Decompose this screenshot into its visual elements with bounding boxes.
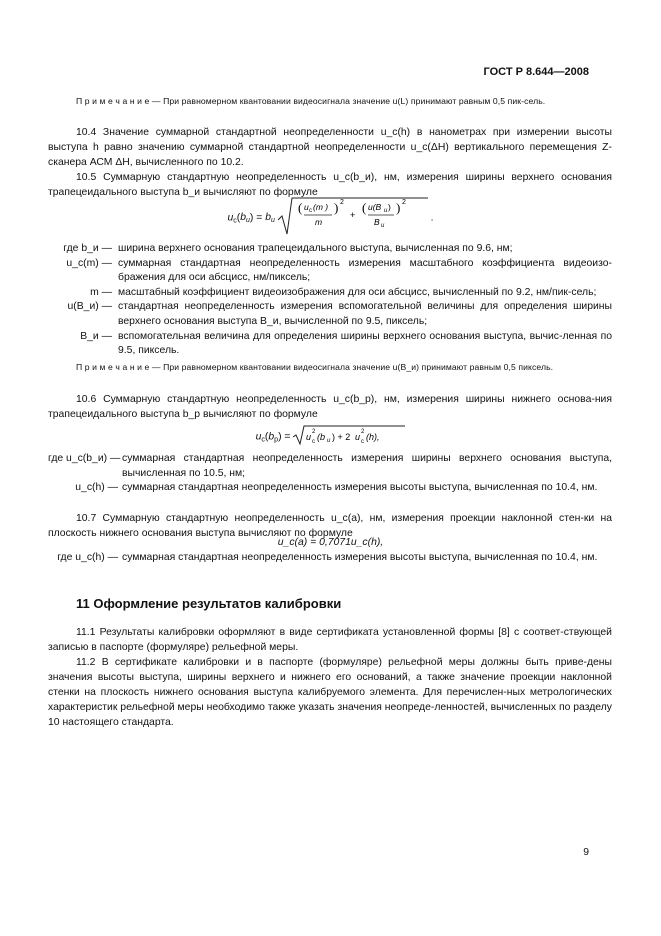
- section-11-title: 11 Оформление результатов калибровки: [76, 596, 342, 611]
- definition-item: [48, 286, 612, 301]
- definition-term: m —: [90, 286, 112, 298]
- definition-desc: стандартная неопределенность измерения вспомогательной величины для определения ширины верхнего основания выступа B_и, вычисленной по 9.5, пиксель;: [118, 301, 612, 327]
- svg-text:и: и: [380, 223, 385, 229]
- definition-item: [48, 481, 612, 496]
- paragraph-10-4: 10.4 Значение суммарной стандартной неопределенности u_c(h) в нанометрах при измерении высоты выступа h равно значению суммарной стандартной неопределенности u_c(ΔH) вертикального перемещения Z-сканера АСМ ΔH, вычисленного по 10.2.: [48, 127, 612, 168]
- svg-text:) + 2: ) + 2: [332, 432, 351, 442]
- definition-term: u(B_и) —: [67, 301, 112, 313]
- note-1: [48, 95, 612, 108]
- definition-term: где u_c(h) —: [57, 552, 118, 563]
- definition-desc: ширина верхнего основания трапецеидального выступа, вычисленная по 9.6, нм;: [118, 243, 513, 254]
- definition-item: [48, 551, 612, 566]
- svg-text:(: (: [297, 200, 303, 215]
- formula-ubp: $u_c(b_р)$ = u 2 c (b и ) + 2 u 2 c (h),: [0, 425, 661, 448]
- svg-text:+: +: [349, 210, 356, 220]
- definition-desc: суммарная стандартная неопределенность измерения высоты выступа, вычисленная по 10.4, нм.: [122, 482, 598, 494]
- svg-text:u: u: [306, 432, 312, 442]
- definition-item: [48, 330, 612, 359]
- svg-text:u: u: [303, 202, 309, 212]
- definition-item: [48, 300, 612, 329]
- formula-ua: u_c(a) = 0,7071u_c(h),: [277, 537, 384, 548]
- definition-desc: суммарная стандартная неопределенность измерения ширины верхнего основания выступа, вычисленная по 10.5, нм;: [122, 453, 612, 479]
- paragraph-11-1: 11.1 Результаты калибровки оформляют в виде сертификата установленной формы [8] с соответ-ствующей записью в паспорте (формуляре) рельефной меры.: [48, 627, 612, 653]
- svg-text:B: B: [373, 217, 380, 227]
- document-header: ГОСТ Р 8.644—2008: [483, 66, 589, 78]
- formula-ub: $u_c(b_и) = b_и$ ( u c (m ) m ) 2 + ( u(B и ) B и ) 2 .: [0, 196, 661, 239]
- svg-text:2: 2: [339, 199, 344, 206]
- svg-text:2: 2: [312, 429, 316, 435]
- svg-text:): ): [395, 200, 401, 215]
- definition-desc: масштабный коэффициент видеоизображения для оси абсцисс, вычисленный по 9.2, нм/пик-сель;: [118, 286, 597, 298]
- note-2-label: П р и м е ч а н и е —: [76, 362, 161, 372]
- svg-text:c: c: [361, 439, 365, 445]
- definitions-2: [48, 452, 612, 496]
- definition-item: [48, 242, 612, 257]
- definition-item: [48, 257, 612, 286]
- svg-text:m: m: [314, 217, 322, 227]
- definitions-3: [48, 551, 612, 566]
- definition-term: B_и —: [80, 330, 112, 342]
- page-number: 9: [583, 847, 589, 858]
- note-1-label: П р и м е ч а н и е —: [76, 96, 161, 106]
- definition-term: u_c(h) —: [75, 482, 118, 494]
- note-1-text: При равномерном квантовании видеосигнала значение u(L) принимают равным 0,5 пик-сель.: [160, 96, 546, 106]
- sqrt-formula-graphic-2: [293, 425, 405, 445]
- definitions-1: [48, 242, 612, 359]
- note-2-text: При равномерном квантовании видеосигнала значение u(B_и) принимают равным 0,5 пиксель.: [160, 362, 554, 372]
- paragraph-10-6: 10.6 Суммарную стандартную неопределенность u_c(b_р), нм, измерения ширины нижнего основа-ния трапецеидального выступа b_р вычисляют по формуле: [48, 394, 612, 420]
- svg-text:): ): [387, 202, 391, 212]
- definition-term: u_c(m) —: [66, 257, 112, 269]
- svg-text:u(B: u(B: [367, 202, 381, 212]
- svg-text:(: (: [361, 200, 367, 215]
- definition-term: где u_c(b_и) —: [48, 453, 121, 464]
- svg-text:c: c: [308, 208, 312, 214]
- sqrt-formula-graphic: [278, 196, 428, 236]
- svg-text:(h),: (h),: [366, 432, 380, 442]
- definition-desc: суммарная стандартная неопределенность измерения масштабного коэффициента видеоизо-бражения для оси абсцисс, нм/пиксель;: [118, 257, 612, 284]
- svg-text:2: 2: [361, 429, 365, 435]
- svg-text:u: u: [355, 432, 361, 442]
- paragraph-10-7: 10.7 Суммарную стандартную неопределенность u_c(a), нм, измерения проекции наклонной стен-ки на плоскость нижнего основания выступа вычисляют по формуле: [48, 513, 612, 539]
- svg-text:(m ): (m ): [312, 202, 328, 212]
- paragraph-10-5: 10.5 Суммарную стандартную неопределенность u_c(b_и), нм, измерения ширины верхнего основания трапецеидального выступа b_и вычисляют по формуле: [48, 172, 612, 198]
- paragraph-11-2: 11.2 В сертификате калибровки и в паспорте (формуляре) рельефной меры должны быть приве-дены значения высоты выступа, ширины верхнего и нижнего его оснований, а также значение проекции наклонной стенки на плоскость нижнего основания выступа калибруемого элемента. Для перечислен-ных метрологических характеристик рельефной меры необходимо также указать значения неопреде-ленностей, вычисленных по разделу 10 настоящего стандарта.: [48, 657, 612, 728]
- definition-desc: суммарная стандартная неопределенность измерения высоты выступа, вычисленная по 10.4, нм.: [122, 552, 598, 563]
- definition-item: [48, 452, 612, 481]
- svg-text:): ): [333, 200, 339, 215]
- svg-text:и: и: [327, 438, 331, 444]
- svg-text:(b: (b: [317, 432, 326, 442]
- note-2: [48, 361, 612, 374]
- svg-text:c: c: [312, 439, 316, 445]
- svg-text:и: и: [383, 208, 388, 214]
- definition-term: где b_и —: [63, 243, 112, 254]
- definition-desc: вспомогательная величина для определения ширины верхнего основания выступа, вычис-ленная по 9.5, пиксель.: [118, 330, 612, 357]
- svg-text:2: 2: [401, 199, 406, 206]
